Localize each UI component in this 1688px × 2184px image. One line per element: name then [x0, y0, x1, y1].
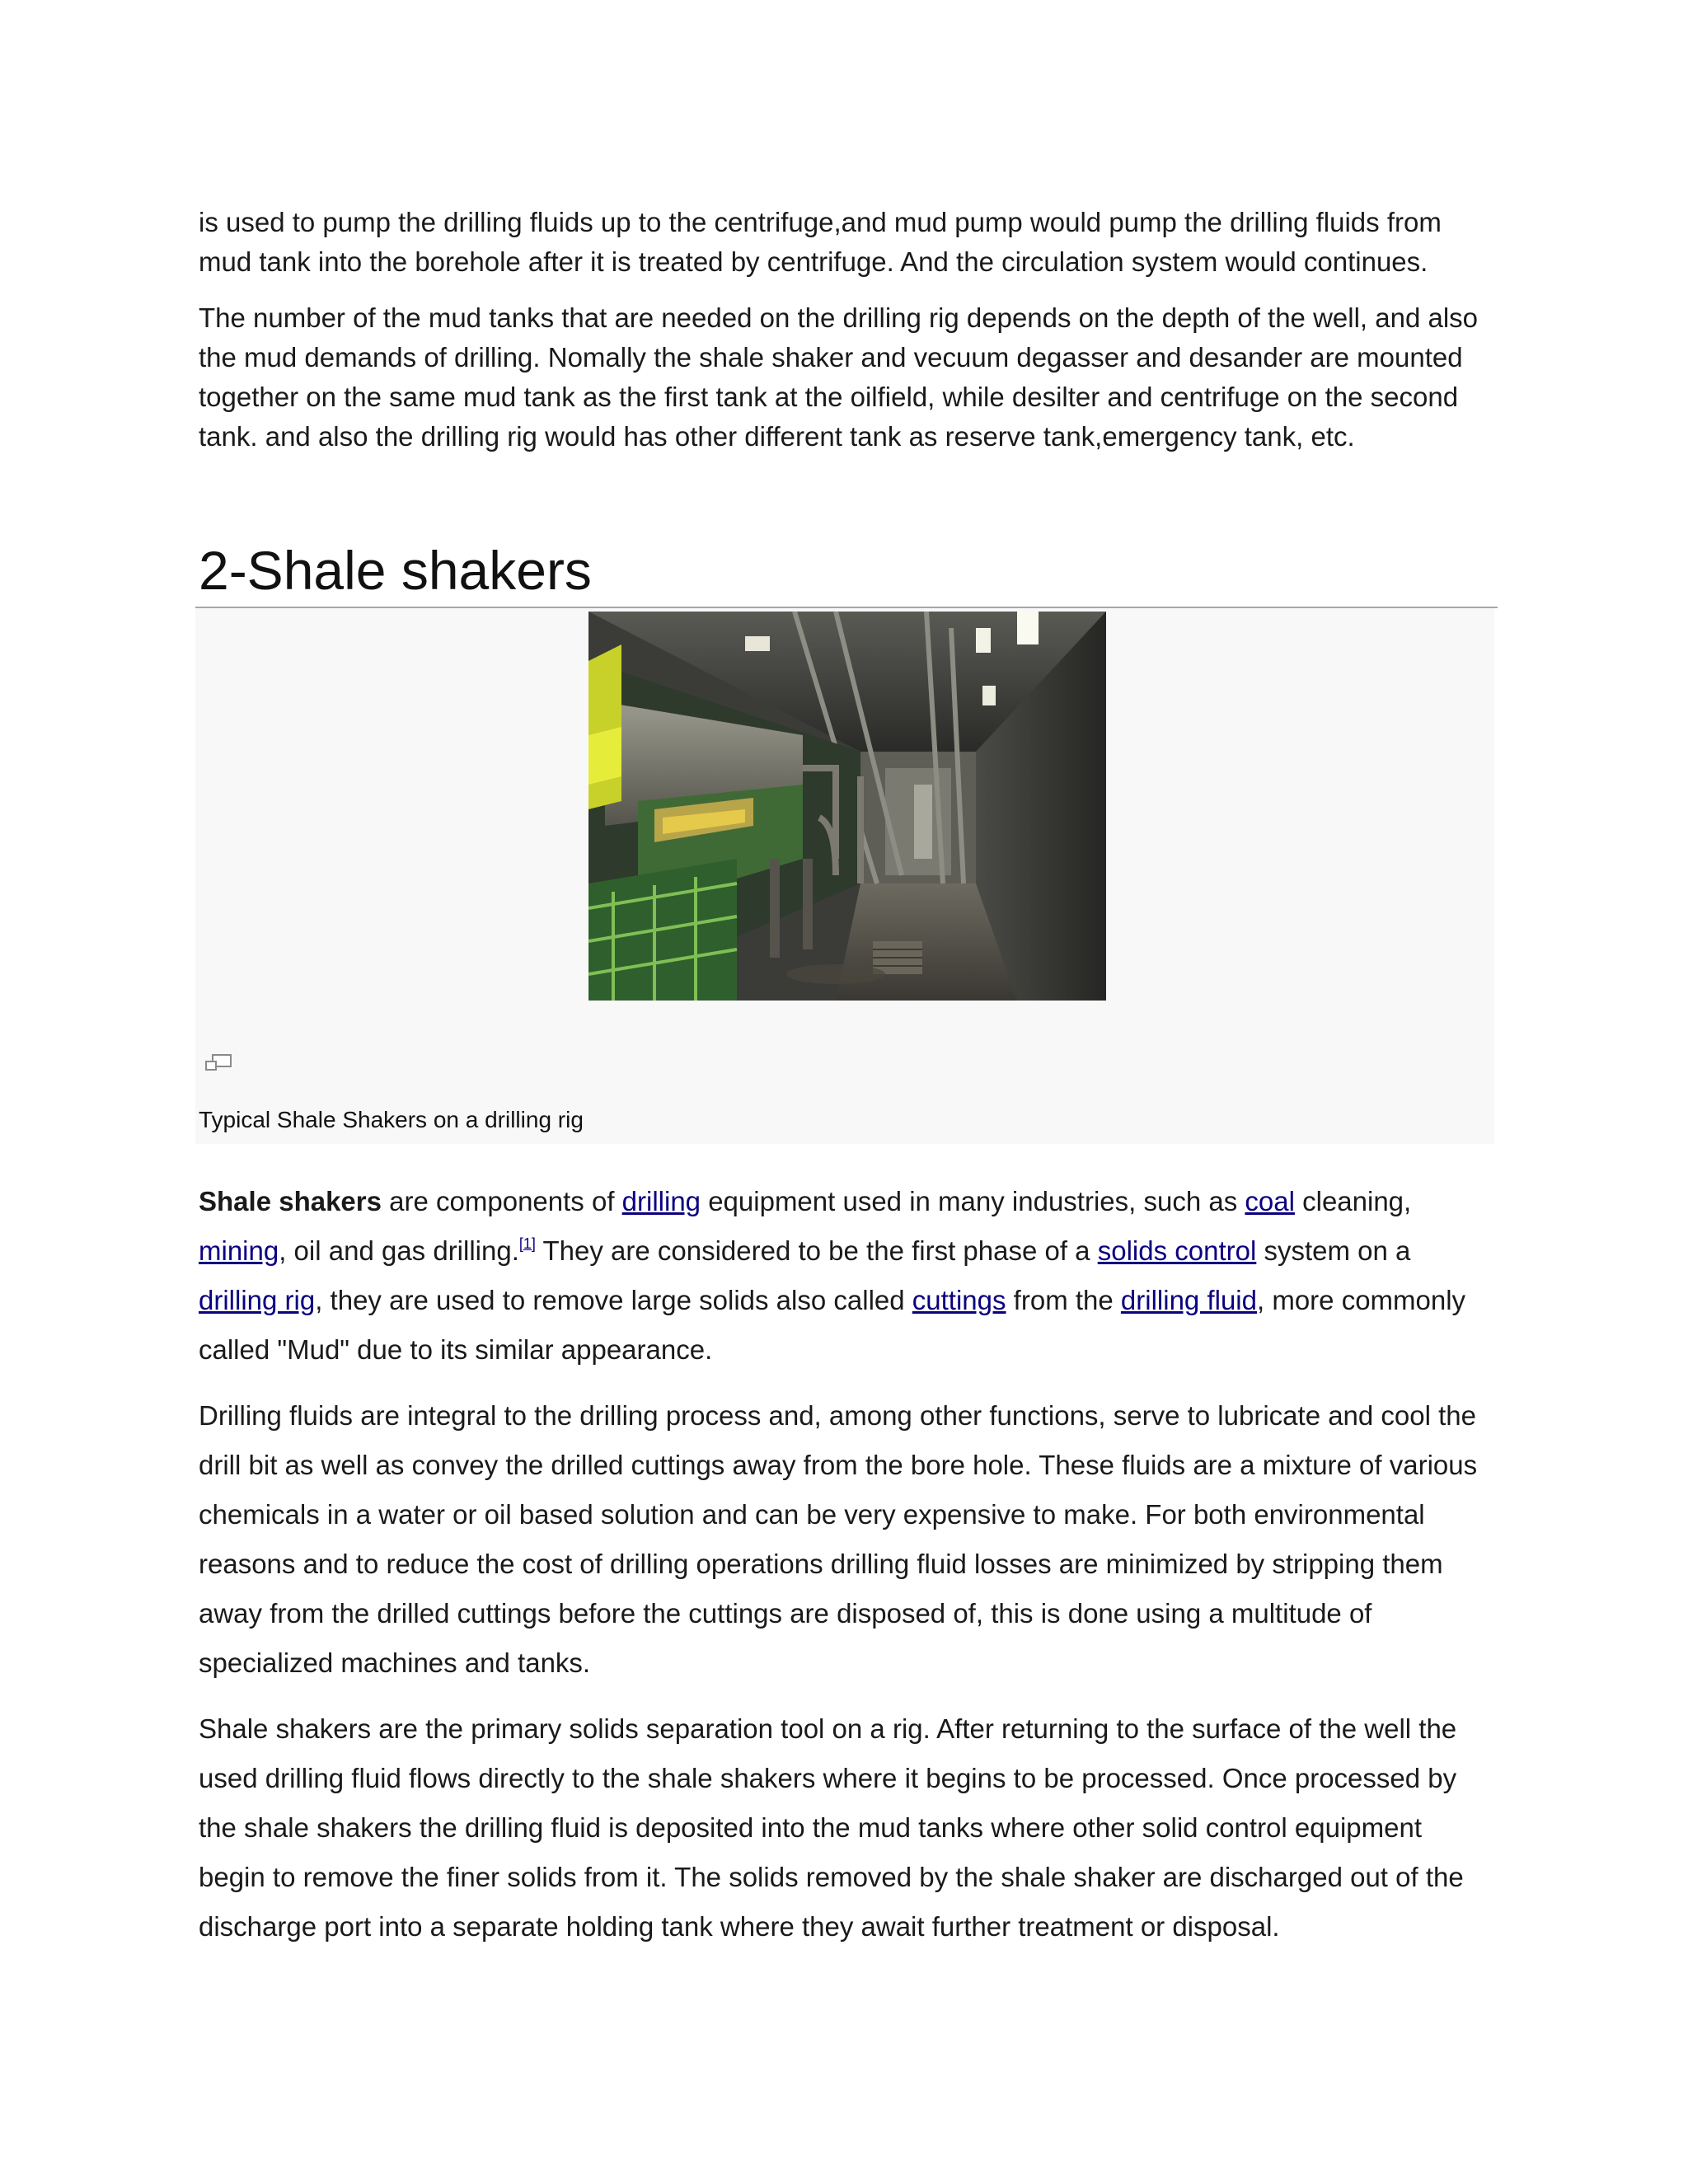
intro-paragraph-2: The number of the mud tanks that are needed on the drilling rig depends on the depth of the well, and also the mud demands of drilling. Nomally the shale shaker and vecuum degasser and desander are mounted together on the same mud tank as the first tank at the oilfield, while desilter and centrifuge on the second tank. and also the drilling rig would has other different tank as reserve tank,emergency tank, etc. [199, 302, 1479, 452]
text-segment: cleaning, [1294, 1186, 1412, 1216]
bold-term: Shale shakers [199, 1186, 382, 1216]
reference-link[interactable]: [1] [518, 1235, 536, 1252]
section-heading: 2-Shale shakers [195, 537, 1498, 608]
link-drilling-fluid[interactable]: drilling fluid [1120, 1285, 1257, 1315]
link-drilling-rig[interactable]: drilling rig [199, 1285, 316, 1315]
intro-section [199, 203, 1494, 457]
figure-box [195, 608, 1494, 1144]
text-segment: equipment used in many industries, such as [701, 1186, 1245, 1216]
link-cuttings[interactable]: cuttings [912, 1285, 1006, 1315]
body-section [199, 1177, 1494, 1952]
paragraph-primary-separation: Shale shakers are the primary solids separation tool on a rig. After returning to the surface of the well the used drilling fluid flows directly to the shale shakers where it begins to be processed. Once processed by the shale shakers the drilling fluid is deposited into the mud tanks where other solid control equipment begin to remove the finer solids from it. The solids removed by the shale shaker are discharged out of the discharge port into a separate holding tank where they await further treatment or disposal. [199, 1713, 1464, 1942]
figure-caption: Typical Shale Shakers on a drilling rig [199, 1107, 584, 1132]
link-mining[interactable]: mining [199, 1235, 279, 1266]
text-segment: from the [1006, 1285, 1121, 1315]
text-segment: , oil and gas drilling. [279, 1235, 519, 1266]
paragraph-drilling-fluids: Drilling fluids are integral to the drilling process and, among other functions, serve to lubricate and cool the drill bit as well as convey the drilled cuttings away from the bore hole. These fluids are a mixture of various chemicals in a water or oil based solution and can be very expensive to make. For both environmental reasons and to reduce the cost of drilling operations drilling fluid losses are minimized by stripping them away from the drilled cuttings before the cuttings are disposed of, this is done using a multitude of specialized machines and tanks. [199, 1400, 1478, 1678]
text-segment: , more commonly called "Mud" due to its similar appearance. [199, 1285, 1466, 1365]
text-segment: are components of [381, 1186, 622, 1216]
link-drilling[interactable]: drilling [621, 1186, 701, 1216]
text-segment: They are considered to be the first phase of a [535, 1235, 1098, 1266]
paragraph-shale-shakers-definition [199, 1177, 1494, 1375]
link-solids-control[interactable]: solids control [1097, 1235, 1257, 1266]
text-segment: , they are used to remove large solids also called [315, 1285, 912, 1315]
shale-shakers-photo[interactable] [588, 612, 1106, 1001]
intro-paragraph-1: is used to pump the drilling fluids up to the centrifuge,and mud pump would pump the drilling fluids from mud tank into the borehole after it is treated by centrifuge. And the circulation system would continues. [199, 207, 1442, 277]
article-content [199, 203, 1494, 1952]
text-segment: system on a [1256, 1235, 1411, 1266]
link-coal[interactable]: coal [1245, 1186, 1295, 1216]
enlarge-icon[interactable] [204, 1053, 232, 1073]
